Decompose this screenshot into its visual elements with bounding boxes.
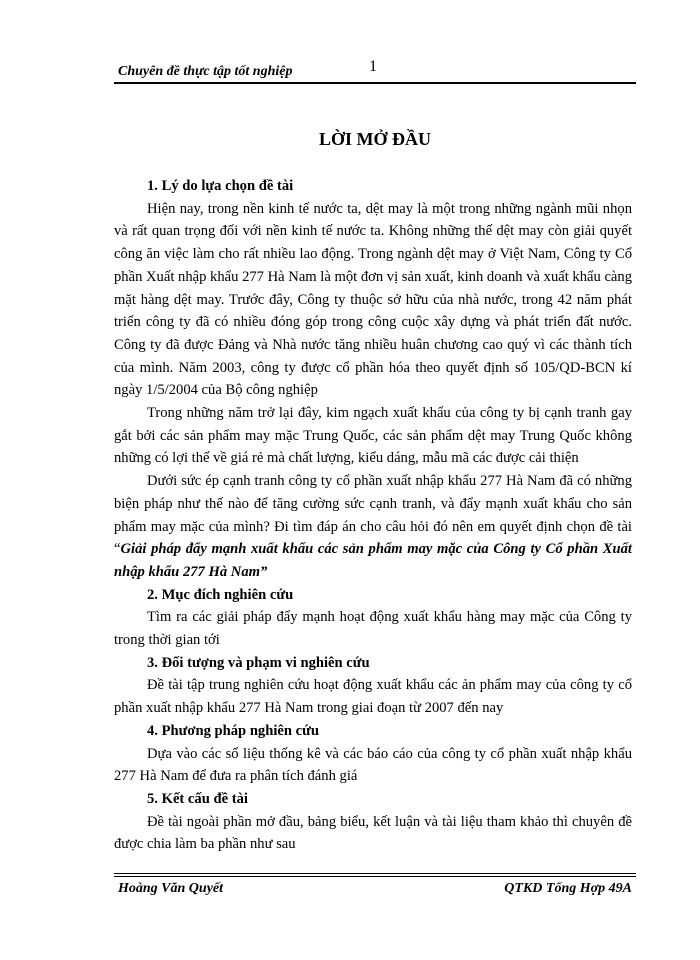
paragraph: Trong những năm trở lại đây, kim ngạch xuất khẩu của công ty bị cạnh tranh gay gắt bởi các sản phẩm may mặc Trung Quốc, các sản phẩm dệt may Trung Quốc không những có lợi thế về giá rẻ mà chất lượng, kiểu dáng, mẫu mã các được cải thiện — [114, 405, 632, 467]
footer-divider — [114, 873, 636, 874]
paragraph: Tìm ra các giải pháp đẩy mạnh hoạt động xuất khẩu hàng may mặc của Công ty trong thời gian tới — [114, 609, 632, 649]
section-heading-4: 4. Phương pháp nghiên cứu — [147, 722, 319, 739]
section-heading-1: 1. Lý do lựa chọn đề tài — [147, 178, 294, 194]
section-heading-5: 5. Kết cấu đề tài — [147, 790, 248, 807]
footer-divider-secondary — [114, 876, 636, 877]
document-body — [114, 175, 632, 856]
paragraph: Đề tài ngoài phần mở đầu, bảng biểu, kết luận và tài liệu tham khảo thì chuyên đề được chia làm ba phần như sau — [114, 813, 632, 853]
header-divider — [114, 82, 636, 84]
section-heading-3: 3. Đối tượng và phạm vi nghiên cứu — [147, 654, 370, 671]
paragraph: Hiện nay, trong nền kinh tế nước ta, dệt may là một trong những ngành mũi nhọn và rất quan trọng đối với nền kinh tế nước ta. Không những thế dệt may còn giải quyết công ăn việc làm cho rất nhiều lao động. Trong ngành dệt may ở Việt Nam, Công ty Cổ phần Xuất nhập khẩu 277 Hà Nam là một đơn vị sản xuất, kinh doanh và xuất khẩu càng mặt hàng dệt may. Trước đây, Công ty thuộc sở hữu của nhà nước, trong 42 năm phát triển công ty đã có nhiều đóng góp trong công cuộc xây dựng và phát triển đất nước. Công ty đã được Đảng và Nhà nước tăng nhiều huân chương cao quý vì các thành tích của mình. Năm 2003, công ty được cổ phần hóa theo quyết định số 105/QD-BCN kí ngày 1/5/2004 của Bộ công nghiệp — [114, 200, 632, 399]
footer-author: Hoàng Văn Quyết — [118, 881, 224, 896]
page-number: 1 — [369, 58, 377, 75]
section-heading-2: 2. Mục đích nghiên cứu — [147, 586, 294, 603]
paragraph-text: Dưới sức ép cạnh tranh công ty cổ phần xuất nhập khẩu 277 Hà Nam đã có những biện pháp như thế nào để tăng cường sức cạnh tranh, và đẩy mạnh xuất khẩu cho sản phẩm may mặc của mình? Đi tìm đáp án cho câu hỏi đó nên em quyết định chọn đề tài “ — [114, 473, 632, 558]
closing-quote: ” — [259, 563, 268, 580]
paragraph: Đề tài tập trung nghiên cứu hoạt động xuất khẩu các ản phẩm may của công ty cổ phần xuất nhập khẩu 277 Hà Nam trong giai đoạn từ 2007 đến nay — [114, 677, 632, 717]
paragraph — [114, 470, 632, 584]
footer-class: QTKD Tổng Hợp 49A — [504, 881, 632, 896]
page-title: LỜI MỞ ĐẦU — [319, 129, 431, 149]
header-title: Chuyên đề thực tập tốt nghiệp — [118, 64, 293, 79]
paragraph: Dựa vào các số liệu thống kê và các báo cáo của công ty cổ phần xuất nhập khẩu 277 Hà Nam để đưa ra phân tích đánh giá — [114, 745, 632, 785]
thesis-topic-title: Giải pháp đẩy mạnh xuất khẩu các sản phẩm may mặc của Công ty Cổ phần Xuất nhập khẩu 277 Hà Nam — [114, 541, 632, 580]
